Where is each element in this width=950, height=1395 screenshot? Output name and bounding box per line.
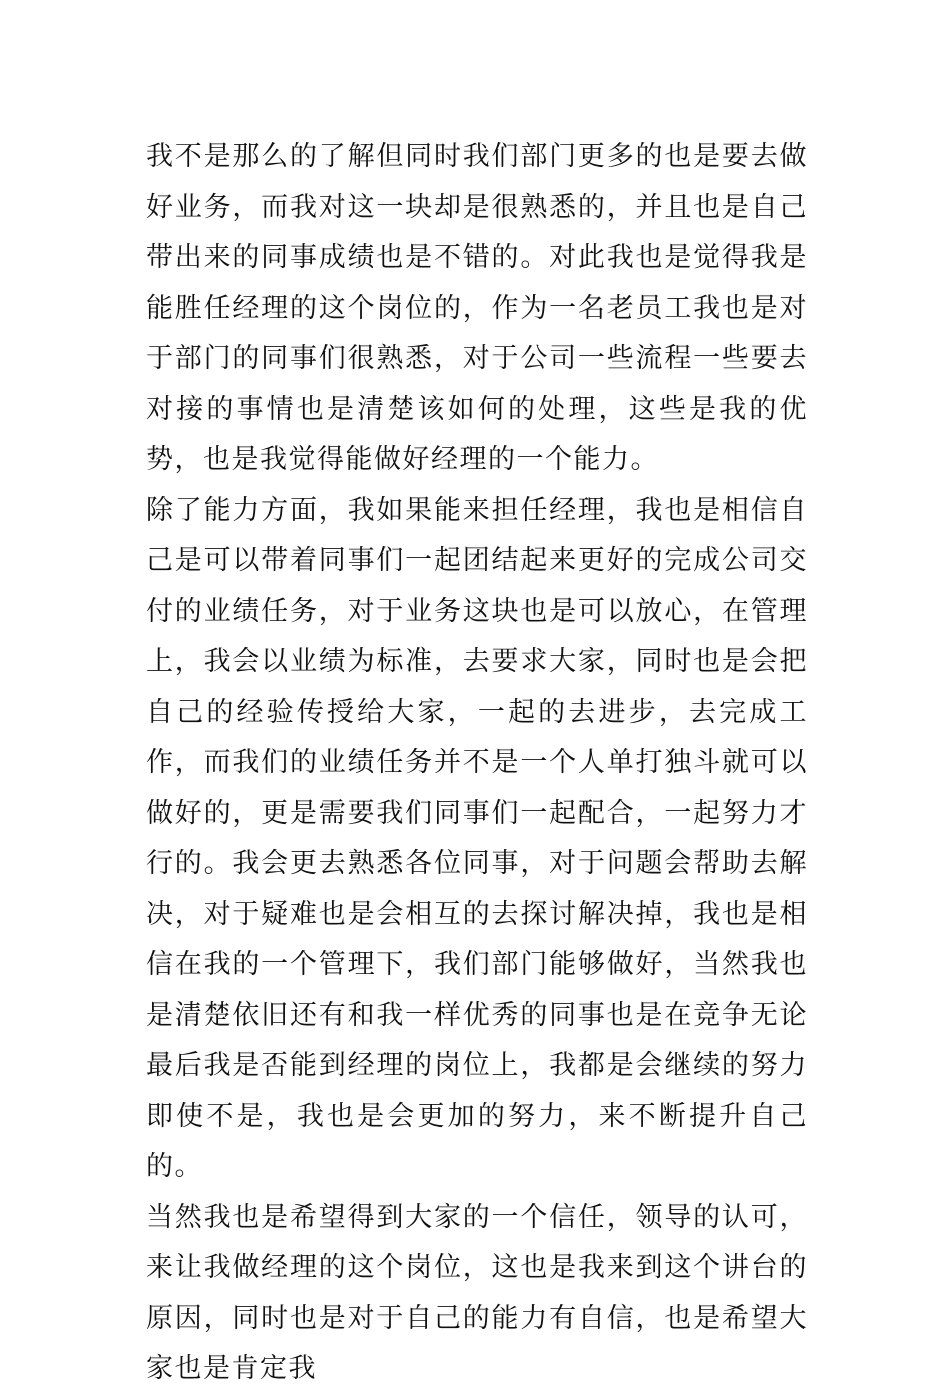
paragraph-3: 当然我也是希望得到大家的一个信任，领导的认可，来让我做经理的这个岗位，这也是我来到这个讲台的原因，同时也是对于自己的能力有自信，也是希望大家也是肯定我	[146, 1201, 808, 1384]
document-body	[146, 132, 808, 1395]
paragraph-1: 我不是那么的了解但同时我们部门更多的也是要去做好业务，而我对这一块却是很熟悉的，并且也是自己带出来的同事成绩也是不错的。对此我也是觉得我是能胜任经理的这个岗位的，作为一名老员工我也是对于部门的同事们很熟悉，对于公司一些流程一些要去对接的事情也是清楚该如何的处理，这些是我的优势，也是我觉得能做好经理的一个能力。	[146, 141, 808, 475]
paragraph-2: 除了能力方面，我如果能来担任经理，我也是相信自己是可以带着同事们一起团结起来更好的完成公司交付的业绩任务，对于业务这块也是可以放心，在管理上，我会以业绩为标准，去要求大家，同时也是会把自己的经验传授给大家，一起的去进步，去完成工作，而我们的业绩任务并不是一个人单打独斗就可以做好的，更是需要我们同事们一起配合，一起努力才行的。我会更去熟悉各位同事，对于问题会帮助去解决，对于疑难也是会相互的去探讨解决掉，我也是相信在我的一个管理下，我们部门能够做好，当然我也是清楚依旧还有和我一样优秀的同事也是在竞争无论最后我是否能到经理的岗位上，我都是会继续的努力即使不是，我也是会更加的努力，来不断提升自己的。	[146, 494, 808, 1182]
